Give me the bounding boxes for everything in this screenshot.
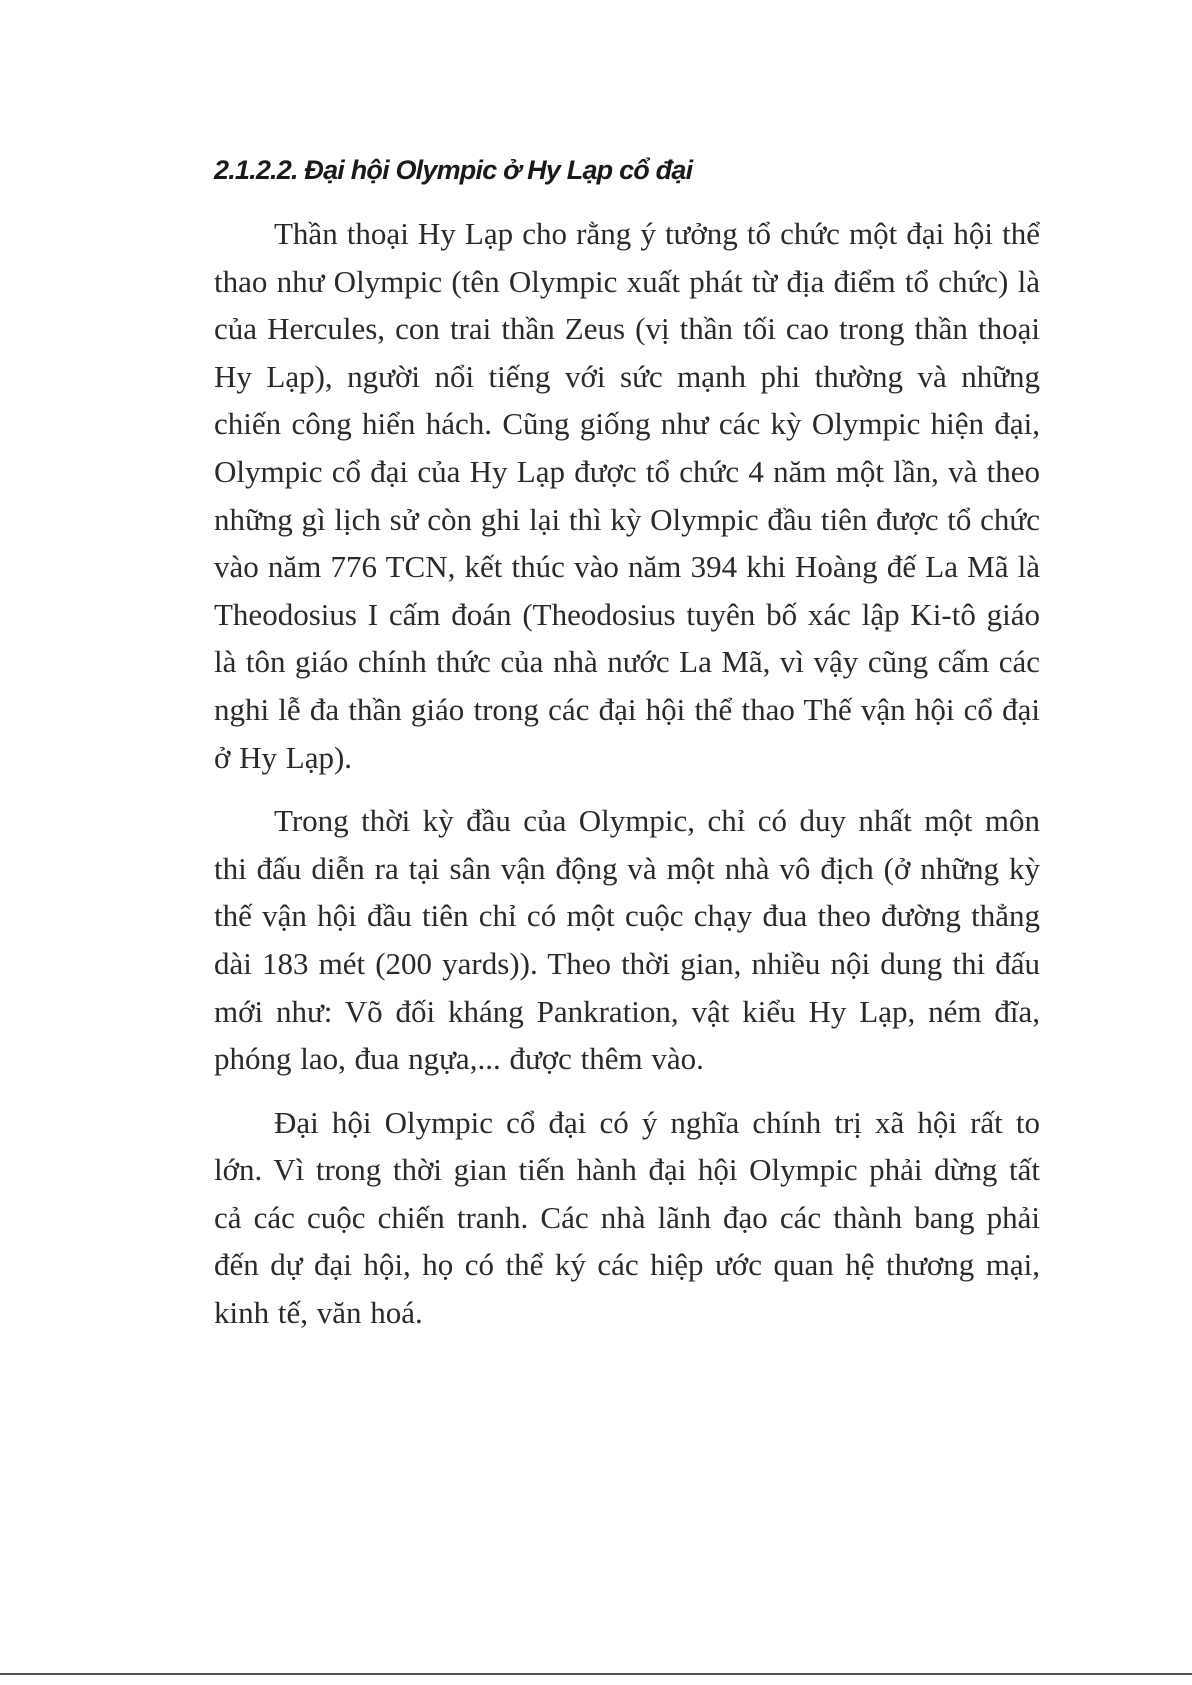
paragraph-significance: Đại hội Olympic cổ đại có ý nghĩa chính trị xã hội rất to lớn. Vì trong thời gian tiến hành đại hội Olympic phải dừng tất cả các cuộc chiến tranh. Các nhà lãnh đạo các thành bang phải đến dự đại hội, họ có thể ký các hiệp ước quan hệ thương mại, kinh tế, văn hoá. (214, 1104, 1040, 1331)
page-content (214, 150, 1040, 1353)
paragraph-early-events: Trong thời kỳ đầu của Olympic, chỉ có duy nhất một môn thi đấu diễn ra tại sân vận động và một nhà vô địch (ở những kỳ thế vận hội đầu tiên chỉ có một cuộc chạy đua theo đường thẳng dài 183 mét (200 yards)). Theo thời gian, nhiều nội dung thi đấu mới như: Võ đối kháng Pankration, vật kiểu Hy Lạp, ném đĩa, phóng lao, đua ngựa,... được thêm vào. (214, 803, 1040, 1077)
paragraph-origins: Thần thoại Hy Lạp cho rằng ý tưởng tổ chức một đại hội thể thao như Olympic (tên Olympic xuất phát từ địa điểm tổ chức) là của Hercules, con trai thần Zeus (vị thần tối cao trong thần thoại Hy Lạp), người nổi tiếng với sức mạnh phi thường và những chiến công hiển hách. Cũng giống như các kỳ Olympic hiện đại, Olympic cổ đại của Hy Lạp được tổ chức 4 năm một lần, và theo những gì lịch sử còn ghi lại thì kỳ Olympic đầu tiên được tổ chức vào năm 776 TCN, kết thúc vào năm 394 khi Hoàng đế La Mã là Theodosius I cấm đoán (Theodosius tuyên bố xác lập Ki-tô giáo là tôn giáo chính thức của nhà nước La Mã, vì vậy cũng cấm các nghi lễ đa thần giáo trong các đại hội thể thao Thế vận hội cổ đại ở Hy Lạp). (214, 216, 1040, 775)
section-heading: 2.1.2.2. Đại hội Olympic ở Hy Lạp cổ đại (214, 155, 693, 185)
page-bottom-rule (0, 1673, 1192, 1675)
